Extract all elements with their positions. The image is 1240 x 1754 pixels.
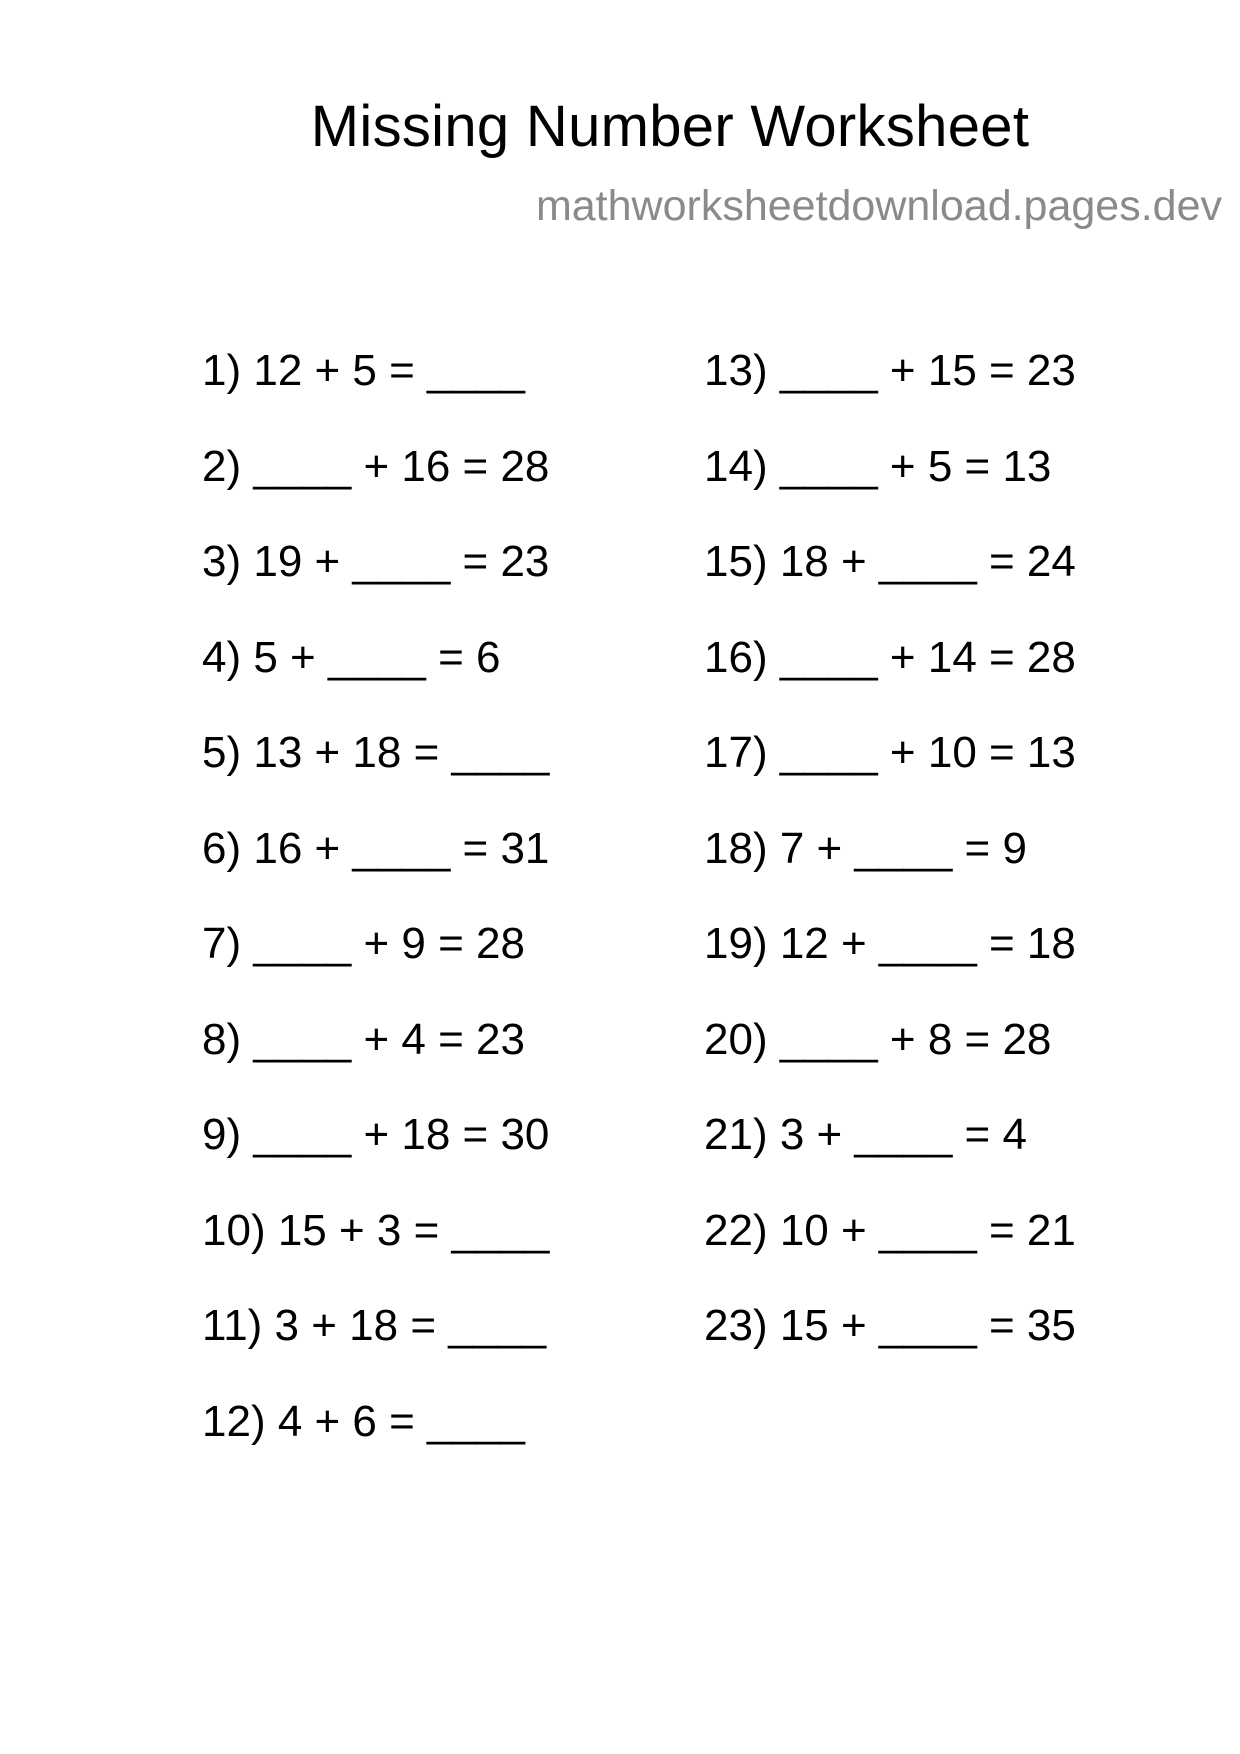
problem-1: 1) 12 + 5 = ____ — [202, 346, 525, 395]
problem-15: 15) 18 + ____ = 24 — [704, 537, 1076, 586]
problem-5: 5) 13 + 18 = ____ — [202, 728, 550, 777]
website-url: mathworksheetdownload.pages.dev — [535, 182, 1222, 230]
problem-4: 4) 5 + ____ = 6 — [202, 632, 501, 682]
problem-19: 19) 12 + ____ = 18 — [704, 919, 1076, 968]
problem-2: 2) ____ + 16 = 28 — [202, 441, 550, 491]
problem-18: 18) 7 + ____ = 9 — [704, 823, 1027, 873]
problems-left-column — [202, 346, 550, 1495]
worksheet-title: Missing Number Worksheet — [310, 94, 1030, 159]
problem-7: 7) ____ + 9 = 28 — [202, 919, 525, 968]
problem-23: 23) 15 + ____ = 35 — [704, 1301, 1076, 1350]
problem-21: 21) 3 + ____ = 4 — [704, 1110, 1027, 1159]
problem-10: 10) 15 + 3 = ____ — [202, 1205, 550, 1255]
problem-17: 17) ____ + 10 = 13 — [704, 728, 1076, 777]
problem-6: 6) 16 + ____ = 31 — [202, 823, 550, 873]
problem-8: 8) ____ + 4 = 23 — [202, 1014, 525, 1064]
problem-16: 16) ____ + 14 = 28 — [704, 632, 1076, 682]
problem-14: 14) ____ + 5 = 13 — [704, 441, 1052, 491]
problem-3: 3) 19 + ____ = 23 — [202, 537, 550, 586]
problem-11: 11) 3 + 18 = ____ — [202, 1301, 547, 1350]
problems-right-column — [704, 346, 1076, 1400]
problem-13: 13) ____ + 15 = 23 — [704, 346, 1076, 395]
problem-22: 22) 10 + ____ = 21 — [704, 1205, 1076, 1255]
problem-9: 9) ____ + 18 = 30 — [202, 1110, 550, 1159]
problem-12: 12) 4 + 6 = ____ — [202, 1396, 525, 1446]
problem-20: 20) ____ + 8 = 28 — [704, 1014, 1052, 1064]
